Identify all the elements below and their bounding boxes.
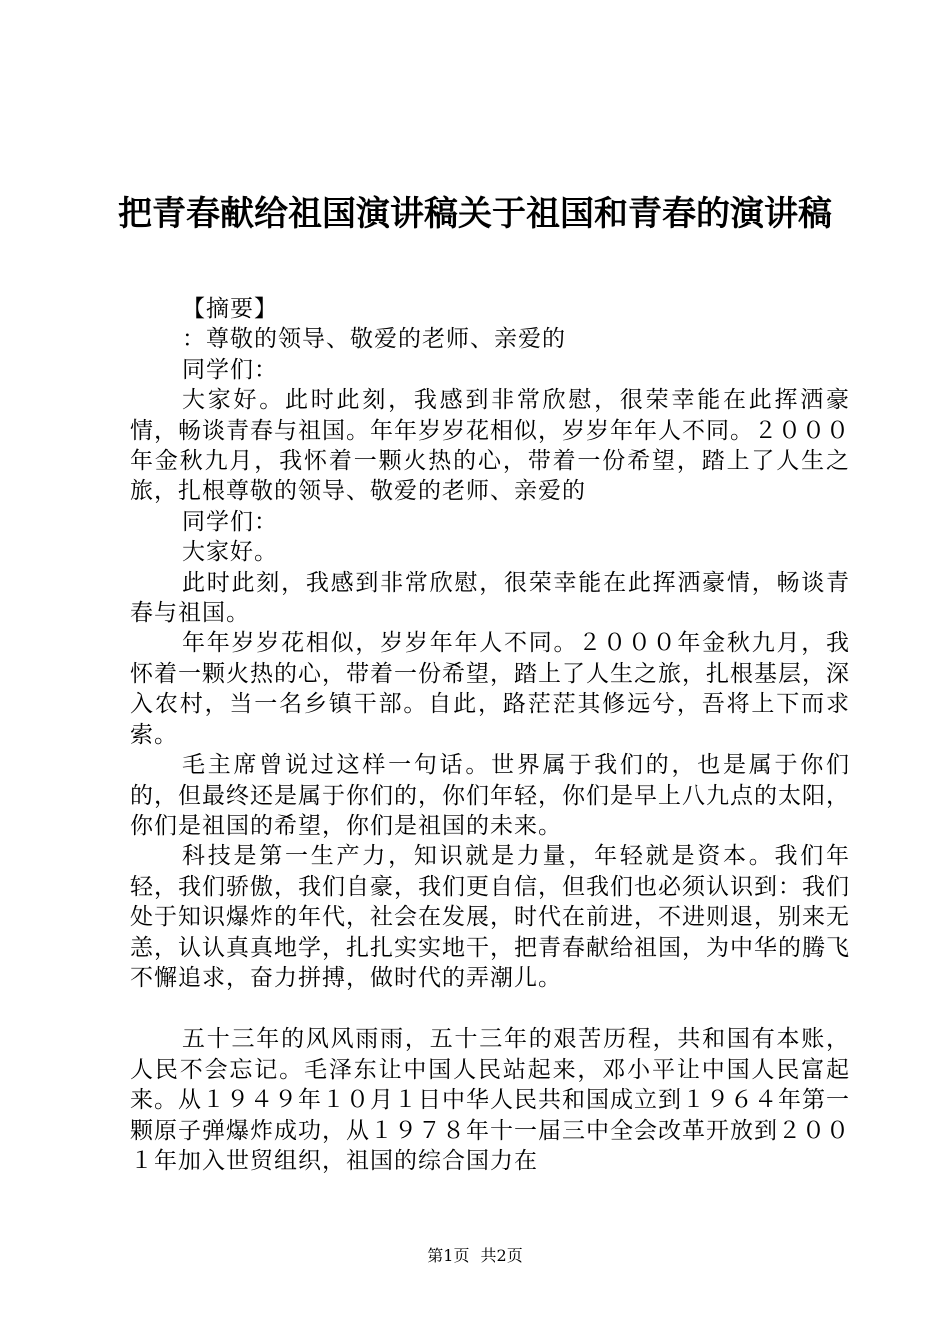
page-number-total: 共2页 (480, 1246, 523, 1265)
paragraph: 大家好。此时此刻，我感到非常欣慰，很荣幸能在此挥洒豪情，畅谈青春与祖国。年年岁岁花相似，岁岁年年人不同。２０００年金秋九月，我怀着一颗火热的心，带着一份希望，踏上了人生之旅，扎根尊敬的领导、敬爱的老师、亲爱的 (130, 387, 850, 505)
paragraph: ：尊敬的领导、敬爱的老师、亲爱的 (182, 326, 566, 353)
paragraph: 此时此刻，我感到非常欣慰，很荣幸能在此挥洒豪情，畅谈青春与祖国。 (130, 569, 850, 627)
document-title: 把青春献给祖国演讲稿关于祖国和青春的演讲稿 (118, 194, 832, 234)
page-number-current: 第1页 (427, 1246, 470, 1265)
paragraph: 大家好。 (182, 539, 278, 566)
paragraph: 毛主席曾说过这样一句话。世界属于我们的，也是属于你们的，但最终还是属于你们的，你们年轻，你们是早上八九点的太阳，你们是祖国的希望，你们是祖国的未来。 (130, 752, 850, 839)
page-footer (0, 1243, 950, 1266)
paragraph: 五十三年的风风雨雨，五十三年的艰苦历程，共和国有本账，人民不会忘记。毛泽东让中国人民站起来，邓小平让中国人民富起来。从１９４９年１０月１日中华人民共和国成立到１９６４年第一颗原子弹爆炸成功，从１９７８年十一届三中全会改革开放到２００１年加入世贸组织，祖国的综合国力在 (130, 1026, 850, 1174)
document-body (130, 294, 850, 1176)
paragraph: 【摘要】 (182, 296, 278, 322)
paragraph: 科技是第一生产力，知识就是力量，年轻就是资本。我们年轻，我们骄傲，我们自豪，我们更自信，但我们也必须认识到：我们处于知识爆炸的年代，社会在发展，时代在前进，不进则退，别来无恙，认认真真地学，扎扎实实地干，把青春献给祖国，为中华的腾飞不懈追求，奋力拼搏，做时代的弄潮儿。 (130, 843, 850, 991)
paragraph: 同学们： (182, 356, 278, 383)
paragraph: 年年岁岁花相似，岁岁年年人不同。２０００年金秋九月，我怀着一颗火热的心，带着一份希望，踏上了人生之旅，扎根基层，深入农村，当一名乡镇干部。自此，路茫茫其修远兮，吾将上下而求索。 (130, 630, 850, 748)
paragraph: 同学们： (182, 508, 278, 535)
